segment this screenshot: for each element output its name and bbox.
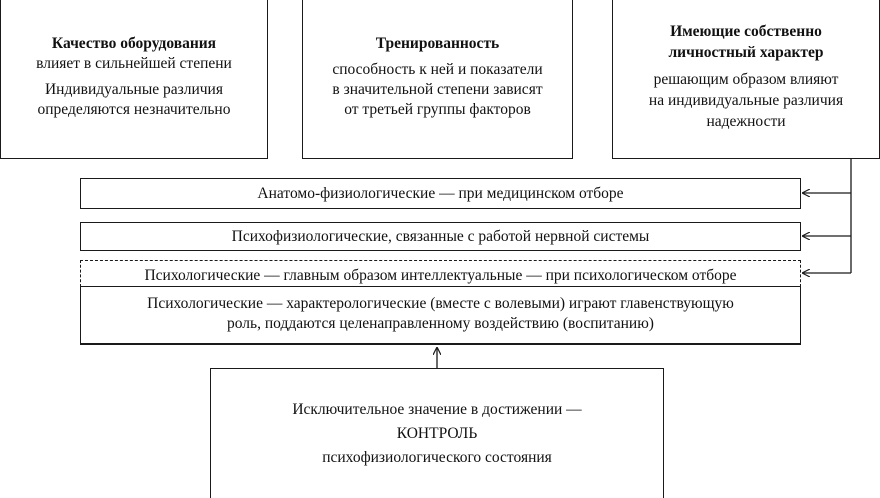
factor-psychological-characterological — [80, 286, 801, 345]
personal-line-2: на индивидуальные различия — [648, 92, 844, 109]
training-title: Тренированность — [375, 35, 500, 52]
equipment-quality-box — [0, 0, 268, 159]
training-box — [302, 0, 573, 159]
factor-2-label: Психофизиологические, связанные с работой нервной системы — [231, 228, 650, 245]
personal-title-2: личностный характер — [668, 44, 824, 61]
personal-title-1: Имеющие собственно — [670, 23, 822, 40]
control-box — [210, 368, 664, 498]
equipment-line-2: Индивидуальные различия — [44, 81, 223, 98]
training-line-3: от третьей группы факторов — [344, 101, 531, 118]
personal-line-1: решающим образом влияют — [653, 71, 839, 88]
personal-character-box — [612, 0, 880, 159]
training-line-2: в значительной степени зависят — [332, 81, 543, 98]
factor-4-line-1: Психологические — характерологические (вместе с волевыми) играют главенствующую — [147, 295, 734, 312]
equipment-title: Качество оборудования — [51, 35, 217, 52]
equipment-line-3: определяются незначительно — [37, 101, 231, 118]
personal-line-3: надежности — [706, 113, 786, 130]
training-line-1: способность к ней и показатели — [332, 61, 543, 78]
factor-1-label: Анатомо-физиологические — при медицинском отборе — [257, 185, 624, 202]
factor-psychophysiological — [80, 222, 801, 251]
equipment-line-1: влияет в сильнейшей степени — [36, 55, 232, 72]
factor-4-line-2: роль, поддаются целенаправленному воздействию (воспитанию) — [227, 315, 654, 332]
control-line-1: Исключительное значение в достижении — — [292, 401, 582, 418]
factor-anatomo-physiological — [80, 178, 801, 209]
factor-3-label: Психологические — главным образом интеллектуальные — при психологическом отборе — [144, 267, 737, 284]
factor-psychological-intellectual — [80, 260, 801, 287]
control-line-3: психофизиологического состояния — [322, 449, 552, 466]
control-line-2: КОНТРОЛЬ — [396, 425, 478, 442]
